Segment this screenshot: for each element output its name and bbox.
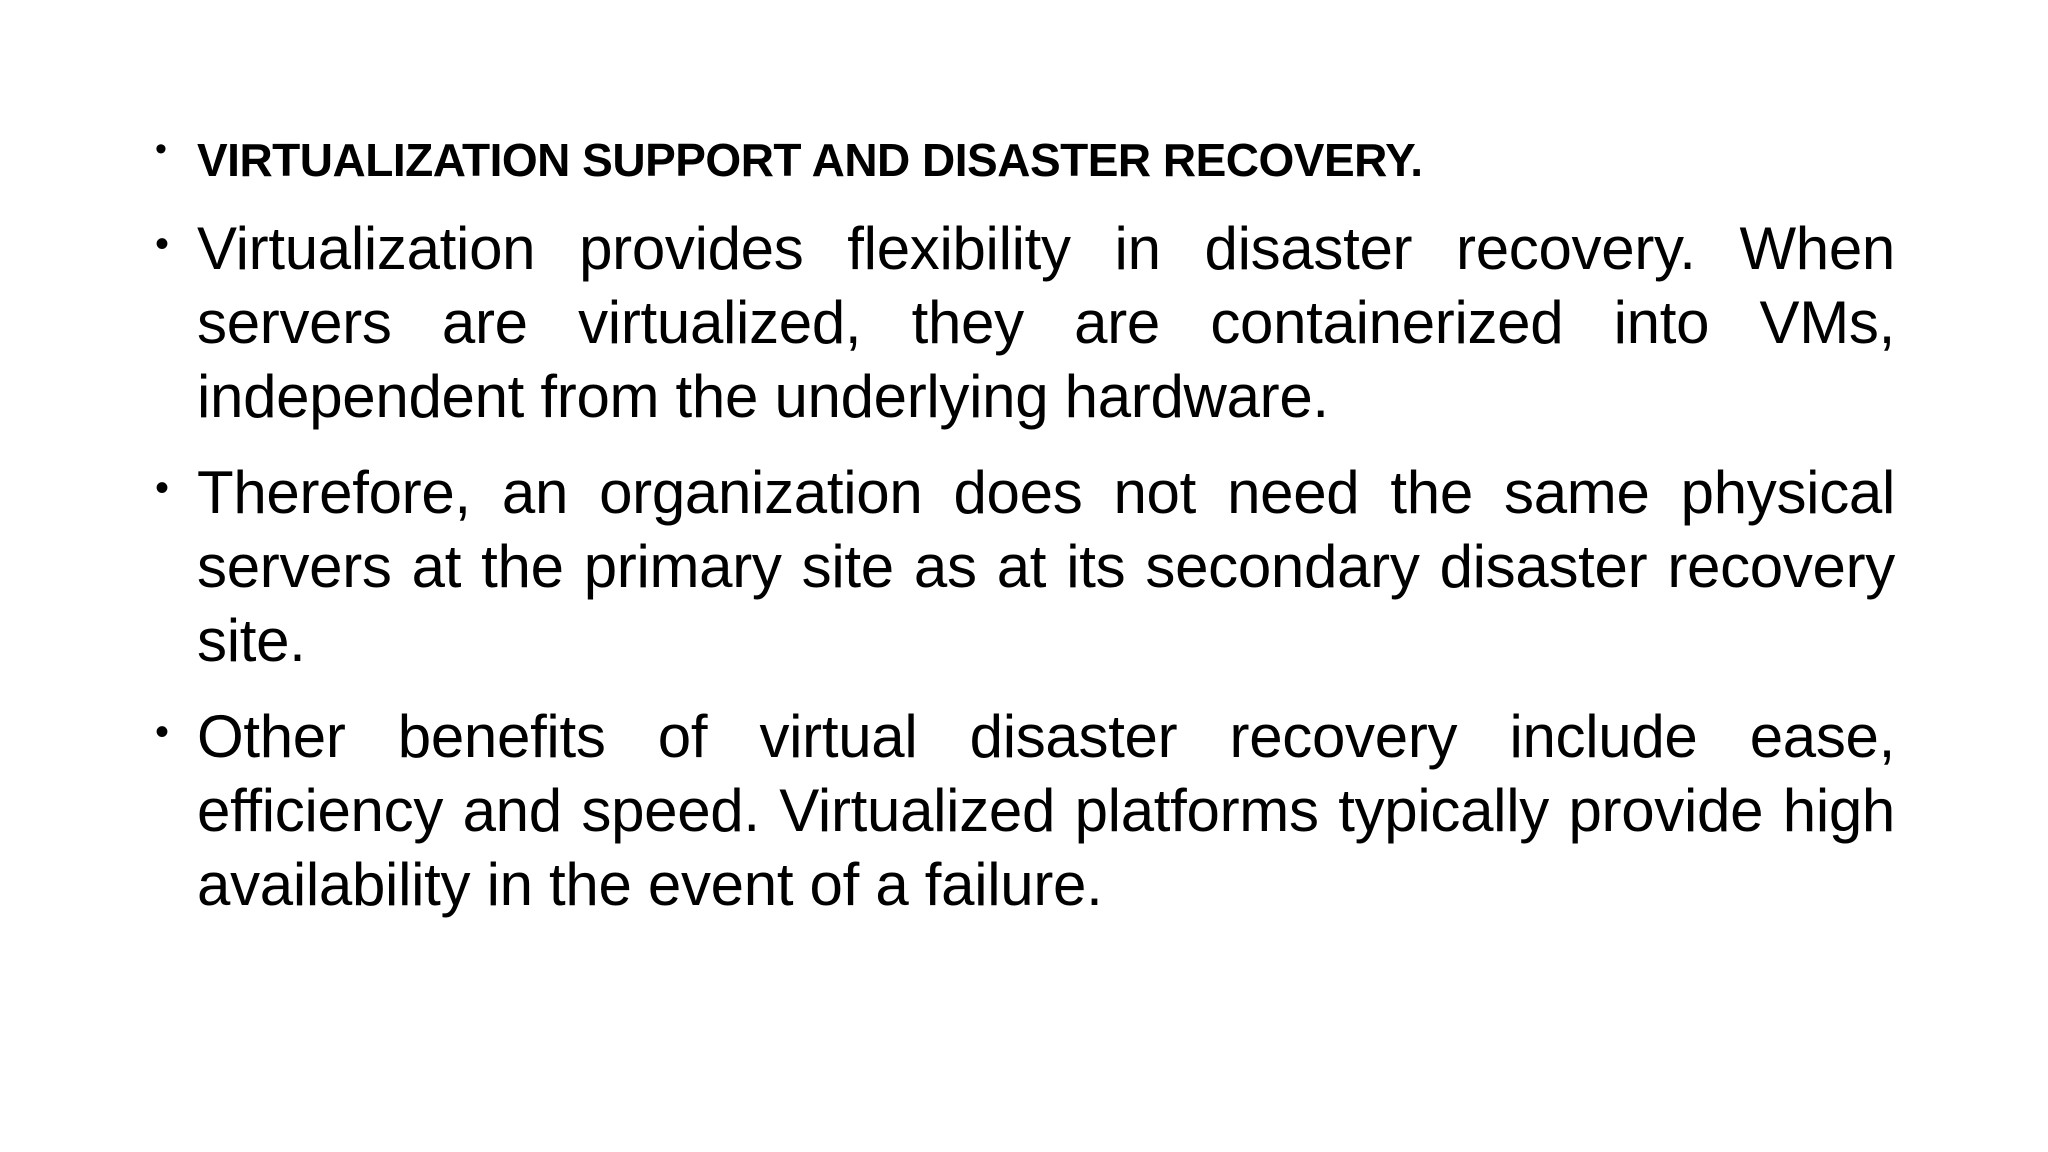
bullet-icon: • (155, 130, 167, 168)
bullet-heading (155, 128, 1895, 192)
bullet-icon: • (155, 710, 170, 754)
bullet-item (155, 212, 1895, 434)
slide-content (155, 128, 1895, 944)
bullet-item (155, 700, 1895, 922)
bullet-icon: • (155, 466, 170, 510)
bullet-item (155, 456, 1895, 678)
bullet-icon: • (155, 222, 170, 266)
slide-heading: VIRTUALIZATION SUPPORT AND DISASTER RECOVERY. (197, 134, 1423, 186)
bullet-text: Virtualization provides flexibility in disaster recovery. When servers are virtualized, they are containerized into VMs, independent from the underlying hardware. (197, 215, 1895, 430)
bullet-text: Other benefits of virtual disaster recovery include ease, efficiency and speed. Virtualized platforms typically provide high availability in the event of a failure. (197, 703, 1895, 918)
bullet-text: Therefore, an organization does not need the same physical servers at the primary site as at its secondary disaster recovery site. (197, 459, 1895, 674)
